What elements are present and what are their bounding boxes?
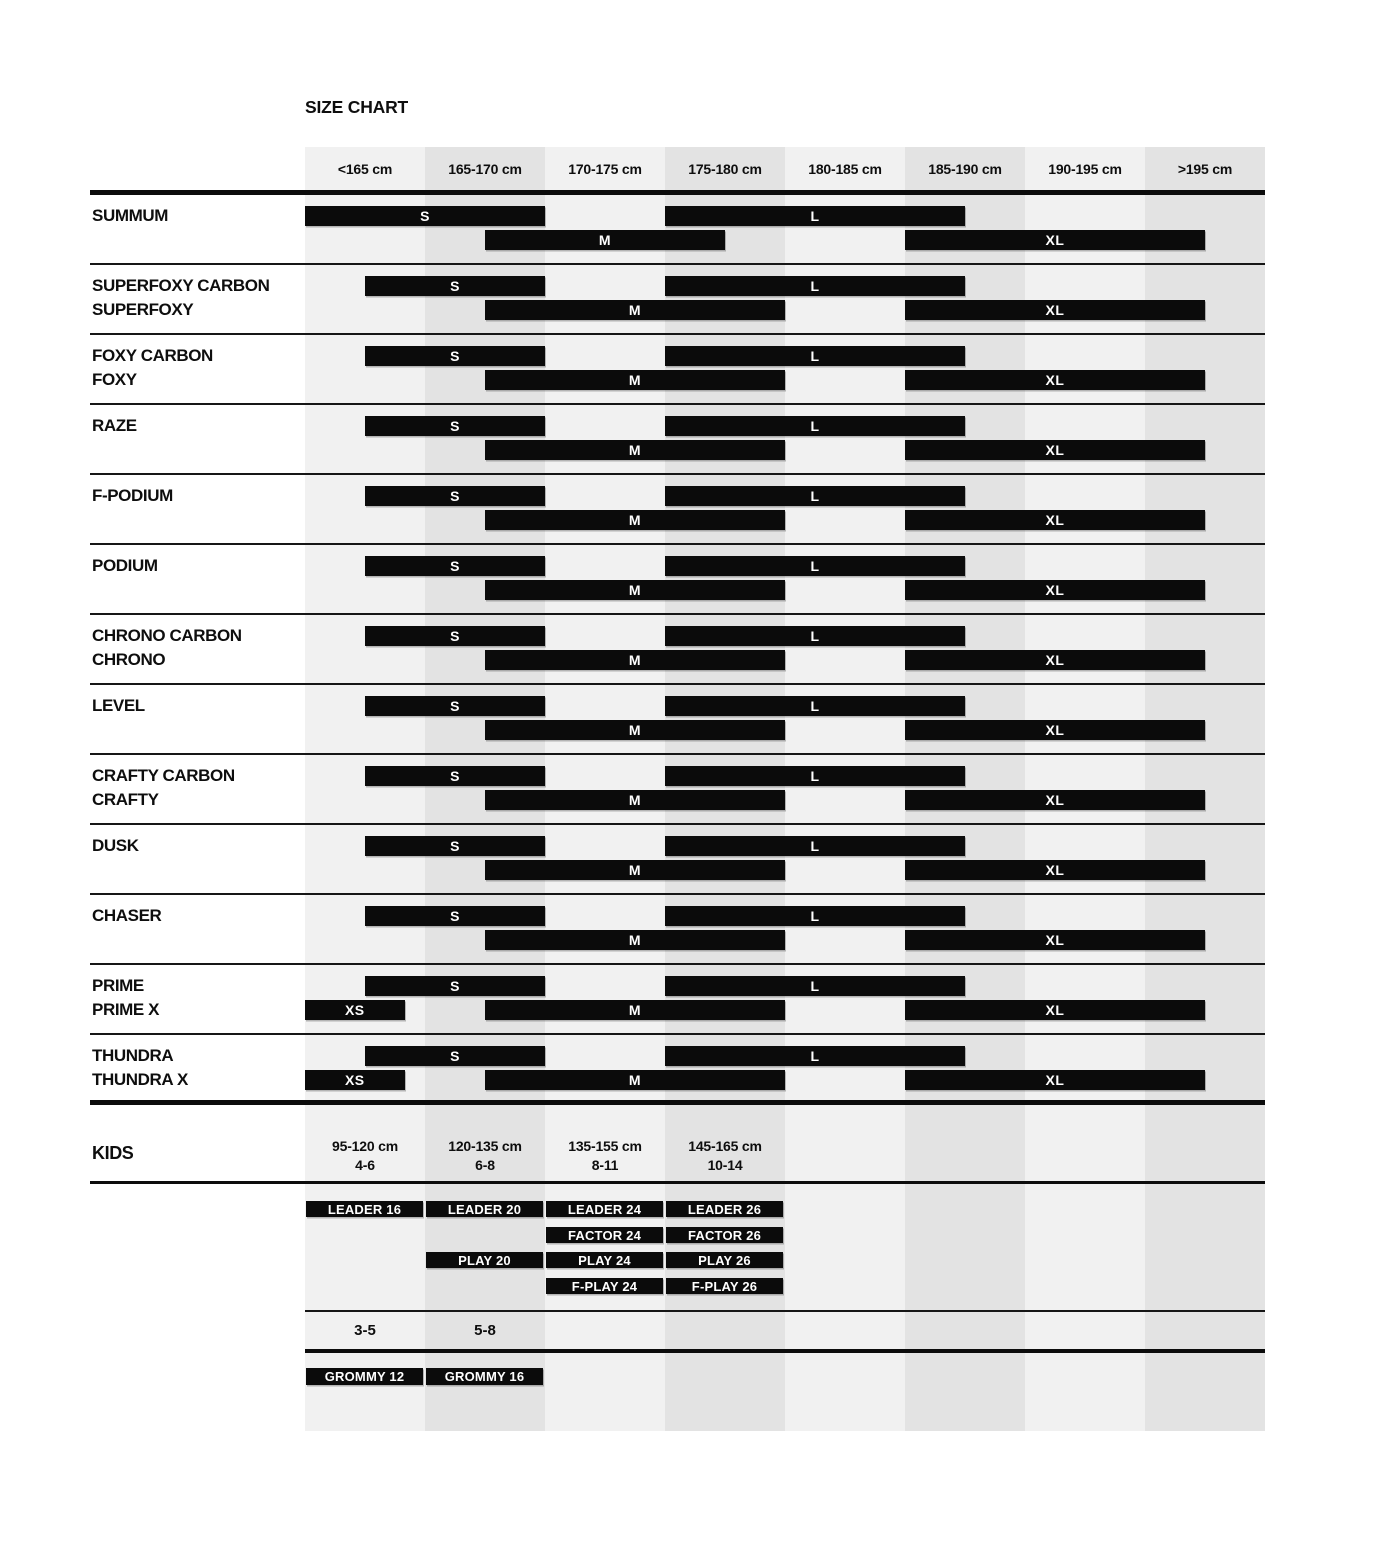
size-bar-xs: XS [305, 1000, 405, 1020]
kids-age-label: 5-8 [474, 1321, 496, 1339]
kids-column-header [545, 1136, 665, 1176]
model-label: PODIUM [92, 556, 158, 575]
row-divider [90, 823, 1265, 825]
row-divider [90, 473, 1265, 475]
kids-bike-bar: F-PLAY 26 [666, 1278, 783, 1294]
size-bar-l: L [665, 626, 965, 646]
size-bar-m: M [485, 580, 785, 600]
size-bar-l: L [665, 416, 965, 436]
size-bar-l: L [665, 976, 965, 996]
model-label: THUNDRA [92, 1046, 174, 1065]
size-bar-l: L [665, 486, 965, 506]
model-label: FOXY CARBON [92, 346, 213, 365]
kids-age-top-divider [305, 1310, 1265, 1312]
size-bar-s: S [365, 556, 545, 576]
kids-age-label: 3-5 [354, 1321, 376, 1339]
model-label: FOXY [92, 370, 137, 389]
model-label: SUPERFOXY CARBON [92, 276, 270, 295]
size-bar-l: L [665, 696, 965, 716]
size-bar-m: M [485, 720, 785, 740]
row-divider [90, 893, 1265, 895]
size-bar-s: S [365, 626, 545, 646]
size-bar-m: M [485, 860, 785, 880]
row-divider [90, 613, 1265, 615]
model-label: CRAFTY [92, 790, 159, 809]
model-label: PRIME X [92, 1000, 160, 1019]
kids-section-label: KIDS [92, 1143, 134, 1163]
row-divider [90, 963, 1265, 965]
size-bar-s: S [365, 906, 545, 926]
row-divider [90, 683, 1265, 685]
size-bar-s: S [365, 1046, 545, 1066]
header-divider [90, 190, 1265, 195]
kids-age-range: 6-8 [475, 1157, 495, 1173]
row-divider [90, 333, 1265, 335]
size-bar-xl: XL [905, 650, 1205, 670]
size-bar-xl: XL [905, 230, 1205, 250]
kids-bike-bar: F-PLAY 24 [546, 1278, 663, 1294]
height-range-header: <165 cm [337, 160, 393, 177]
size-bar-l: L [665, 206, 965, 226]
model-label: LEVEL [92, 696, 145, 715]
height-range-header: 185-190 cm [928, 160, 1002, 177]
column-stripe [905, 147, 1025, 1431]
row-divider [90, 1033, 1265, 1035]
size-bar-m: M [485, 370, 785, 390]
size-bar-xl: XL [905, 860, 1205, 880]
kids-age-range: 8-11 [591, 1157, 619, 1173]
height-range-header: 165-170 cm [448, 160, 522, 177]
height-range-header: 190-195 cm [1048, 160, 1122, 177]
size-bar-xs: XS [305, 1070, 405, 1090]
kids-bike-bar: FACTOR 26 [666, 1227, 783, 1243]
height-range-header: 170-175 cm [568, 160, 642, 177]
size-bar-xl: XL [905, 440, 1205, 460]
kids-column-header [305, 1136, 425, 1176]
row-divider [90, 403, 1265, 405]
size-bar-m: M [485, 1070, 785, 1090]
kids-bike-bar: PLAY 24 [546, 1252, 663, 1268]
column-stripe [785, 147, 905, 1431]
size-bar-s: S [365, 766, 545, 786]
kids-age-range: 4-6 [355, 1157, 375, 1173]
balance-bike-bar: GROMMY 12 [306, 1368, 423, 1385]
kids-bike-bar: LEADER 20 [426, 1201, 543, 1217]
size-chart-title: SIZE CHART [305, 97, 409, 117]
kids-bike-bar: FACTOR 24 [546, 1227, 663, 1243]
size-bar-xl: XL [905, 580, 1205, 600]
kids-height-range: 135-155 cm [568, 1138, 642, 1154]
balance-bike-bar: GROMMY 16 [426, 1368, 543, 1385]
size-bar-m: M [485, 300, 785, 320]
column-stripe [1145, 147, 1265, 1431]
size-bar-m: M [485, 440, 785, 460]
model-label: SUPERFOXY [92, 300, 194, 319]
size-bar-xl: XL [905, 370, 1205, 390]
size-bar-xl: XL [905, 1070, 1205, 1090]
model-label: PRIME [92, 976, 144, 995]
size-bar-xl: XL [905, 300, 1205, 320]
size-bar-m: M [485, 930, 785, 950]
model-label: THUNDRA X [92, 1070, 188, 1089]
size-bar-xl: XL [905, 720, 1205, 740]
model-label: F-PODIUM [92, 486, 173, 505]
column-stripe [1025, 147, 1145, 1431]
column-stripe [425, 147, 545, 1431]
model-label: CRAFTY CARBON [92, 766, 235, 785]
size-bar-m: M [485, 790, 785, 810]
size-bar-xl: XL [905, 1000, 1205, 1020]
size-bar-l: L [665, 1046, 965, 1066]
row-divider [90, 543, 1265, 545]
height-range-header: >195 cm [1177, 160, 1233, 177]
size-bar-m: M [485, 1000, 785, 1020]
adult-section-bottom-divider [90, 1100, 1265, 1105]
size-bar-s: S [365, 416, 545, 436]
size-bar-s: S [365, 486, 545, 506]
kids-bike-bar: LEADER 16 [306, 1201, 423, 1217]
column-stripe [305, 147, 425, 1431]
size-bar-l: L [665, 556, 965, 576]
size-bar-s: S [365, 976, 545, 996]
kids-age-range: 10-14 [707, 1157, 743, 1173]
model-label: RAZE [92, 416, 137, 435]
kids-height-range: 120-135 cm [448, 1138, 522, 1154]
model-label: SUMMUM [92, 206, 168, 225]
kids-column-header [425, 1136, 545, 1176]
size-bar-s: S [365, 696, 545, 716]
size-bar-m: M [485, 650, 785, 670]
kids-bike-bar: PLAY 26 [666, 1252, 783, 1268]
size-bar-s: S [305, 206, 545, 226]
kids-height-range: 95-120 cm [332, 1138, 398, 1154]
row-divider [90, 753, 1265, 755]
size-bar-l: L [665, 906, 965, 926]
model-label: CHRONO [92, 650, 166, 669]
kids-age-bottom-divider [305, 1349, 1265, 1353]
kids-bike-bar: PLAY 20 [426, 1252, 543, 1268]
size-bar-s: S [365, 836, 545, 856]
size-bar-xl: XL [905, 790, 1205, 810]
size-bar-s: S [365, 276, 545, 296]
model-label: DUSK [92, 836, 139, 855]
kids-height-range: 145-165 cm [688, 1138, 762, 1154]
size-bar-m: M [485, 510, 785, 530]
size-bar-l: L [665, 346, 965, 366]
row-divider [90, 263, 1265, 265]
size-bar-xl: XL [905, 930, 1205, 950]
height-range-header: 175-180 cm [688, 160, 762, 177]
size-bar-l: L [665, 276, 965, 296]
size-bar-l: L [665, 836, 965, 856]
size-bar-s: S [365, 346, 545, 366]
kids-bike-bar: LEADER 24 [546, 1201, 663, 1217]
model-label: CHASER [92, 906, 162, 925]
kids-bike-bar: LEADER 26 [666, 1201, 783, 1217]
kids-column-header [665, 1136, 785, 1176]
model-label: CHRONO CARBON [92, 626, 242, 645]
size-bar-xl: XL [905, 510, 1205, 530]
size-bar-m: M [485, 230, 725, 250]
height-range-header: 180-185 cm [808, 160, 882, 177]
size-bar-l: L [665, 766, 965, 786]
kids-header-divider [90, 1181, 1265, 1184]
